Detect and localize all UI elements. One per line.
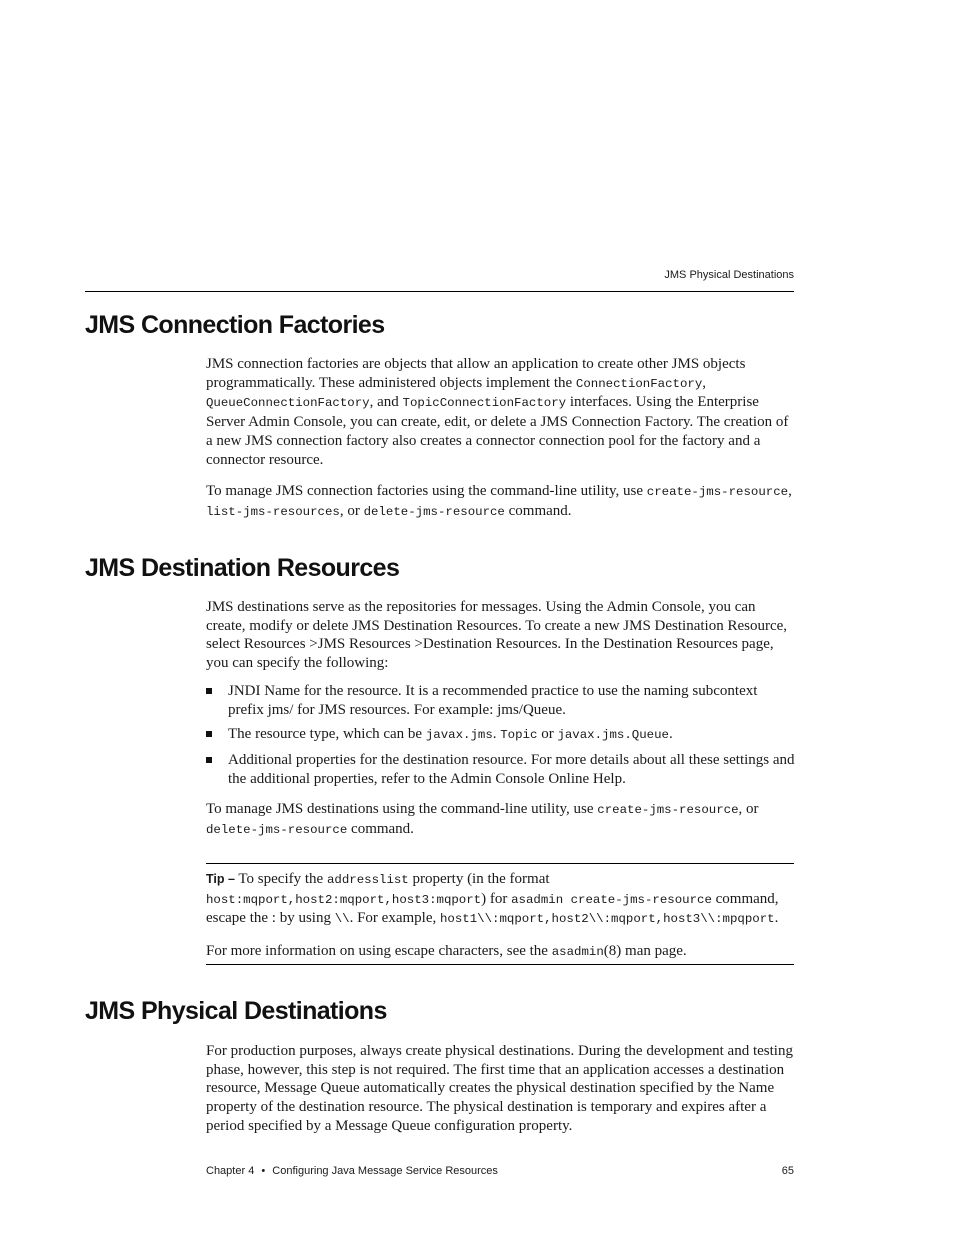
code: TopicConnectionFactory bbox=[402, 396, 567, 411]
bullet-icon bbox=[206, 757, 212, 763]
text: command, escape the : by using bbox=[206, 890, 779, 927]
text: command. bbox=[347, 821, 414, 838]
running-head: JMS Physical Destinations bbox=[664, 269, 794, 281]
paragraph: For production purposes, always create physical destinations. During the development and testing phase, however, this step is not required. The first time that an application accesses a destination resource, Message Queue automatically creates the physical destination specified by the Name property of the destination resource. The physical destination is temporary and expires after a period specified by a Message Queue configuration property. bbox=[206, 1043, 793, 1134]
code: host1\\:mqport,host2\\:mqport,host3\\:mpqport bbox=[440, 912, 775, 927]
page-number: 65 bbox=[781, 1165, 794, 1177]
section-body-connection-factories bbox=[206, 355, 796, 522]
footer-chapter: Chapter 4 bbox=[206, 1165, 255, 1177]
text: , bbox=[788, 483, 792, 500]
text: To manage JMS connection factories using the command-line utility, use bbox=[206, 483, 647, 500]
text: , bbox=[702, 374, 707, 391]
text: . For example, bbox=[349, 910, 440, 927]
bullet-icon bbox=[206, 688, 212, 694]
text: Additional properties for the destination resource. For more details about all these settings and the additional properties, refer to the Admin Console Online Help. bbox=[228, 751, 795, 787]
text: interfaces. Using the Enterprise Server Admin Console, you can create, edit, or delete a JMS Connection Factory. The creation of a new JMS connection factory also creates a connector connection pool for the factory and a connector resource. bbox=[206, 394, 789, 468]
tip-paragraph bbox=[206, 942, 796, 962]
code: ConnectionFactory bbox=[575, 376, 703, 391]
text: , or bbox=[339, 502, 364, 519]
text: The resource type, which can be bbox=[228, 726, 426, 743]
code: create-jms-resource bbox=[646, 485, 789, 500]
tip-rule-top bbox=[206, 863, 794, 864]
code: javax.jms bbox=[425, 728, 493, 743]
list-item bbox=[206, 751, 796, 788]
text: . bbox=[492, 726, 501, 743]
code: \\ bbox=[334, 912, 350, 927]
paragraph bbox=[206, 800, 796, 839]
list-item bbox=[206, 682, 796, 719]
text: , or bbox=[738, 801, 759, 818]
code: create-jms-resource bbox=[597, 803, 739, 818]
bullet-list bbox=[206, 682, 796, 789]
code: asadmin create-jms-resource bbox=[511, 892, 712, 907]
page-footer bbox=[206, 1165, 794, 1177]
tip-paragraph bbox=[206, 870, 796, 929]
code: QueueConnectionFactory bbox=[206, 396, 370, 411]
footer-separator: • bbox=[261, 1165, 266, 1177]
paragraph bbox=[206, 482, 796, 521]
section-title-destination-resources: JMS Destination Resources bbox=[85, 554, 400, 582]
footer-chapter-title: Configuring Java Message Service Resources bbox=[272, 1165, 498, 1177]
section-body-destination-resources bbox=[206, 598, 796, 840]
text: or bbox=[537, 726, 558, 743]
text: JNDI Name for the resource. It is a recommended practice to use the naming subcontext prefix jms/ for JMS resources. For example: jms/Queue. bbox=[228, 682, 758, 718]
list-item bbox=[206, 725, 796, 745]
text: ) for bbox=[481, 890, 512, 907]
code: delete-jms-resource bbox=[363, 504, 505, 519]
text: . bbox=[774, 910, 779, 927]
paragraph bbox=[206, 355, 796, 469]
section-body-physical-destinations bbox=[206, 1042, 796, 1136]
section-title-connection-factories: JMS Connection Factories bbox=[85, 311, 385, 339]
text: . bbox=[668, 726, 673, 743]
code: delete-jms-resource bbox=[206, 823, 348, 838]
header-rule bbox=[85, 291, 794, 292]
code: Topic bbox=[500, 728, 538, 743]
text: , and bbox=[369, 394, 403, 411]
text: To specify the bbox=[234, 871, 327, 887]
section-title-physical-destinations: JMS Physical Destinations bbox=[85, 997, 387, 1025]
text: command. bbox=[504, 502, 572, 519]
code: asadmin bbox=[551, 945, 604, 960]
text: JMS connection factories are objects that allow an application to create other JMS objects programmatically. These administered objects implement the bbox=[206, 356, 746, 391]
text: (8) man page. bbox=[603, 943, 687, 960]
text: For more information on using escape characters, see the bbox=[206, 943, 552, 960]
paragraph: JMS destinations serve as the repositories for messages. Using the Admin Console, you can create, modify or delete JMS Destination Resources. To create a new JMS Destination Resource, select Resources >JMS Resources >Destination Resources. In the Destination Resources page, you can specify the following: bbox=[206, 599, 788, 672]
code: addresslist bbox=[326, 873, 409, 887]
text: To manage JMS destinations using the command-line utility, use bbox=[206, 801, 598, 818]
code: javax.jms.Queue bbox=[557, 728, 669, 743]
code: host:mqport,host2:mqport,host3:mqport bbox=[206, 892, 482, 907]
tip-box bbox=[206, 870, 796, 962]
text: property (in the format bbox=[408, 871, 550, 887]
tip-rule-bottom bbox=[206, 964, 794, 965]
tip-label: Tip – bbox=[206, 872, 235, 886]
bullet-icon bbox=[206, 731, 212, 737]
code: list-jms-resources bbox=[206, 504, 340, 519]
